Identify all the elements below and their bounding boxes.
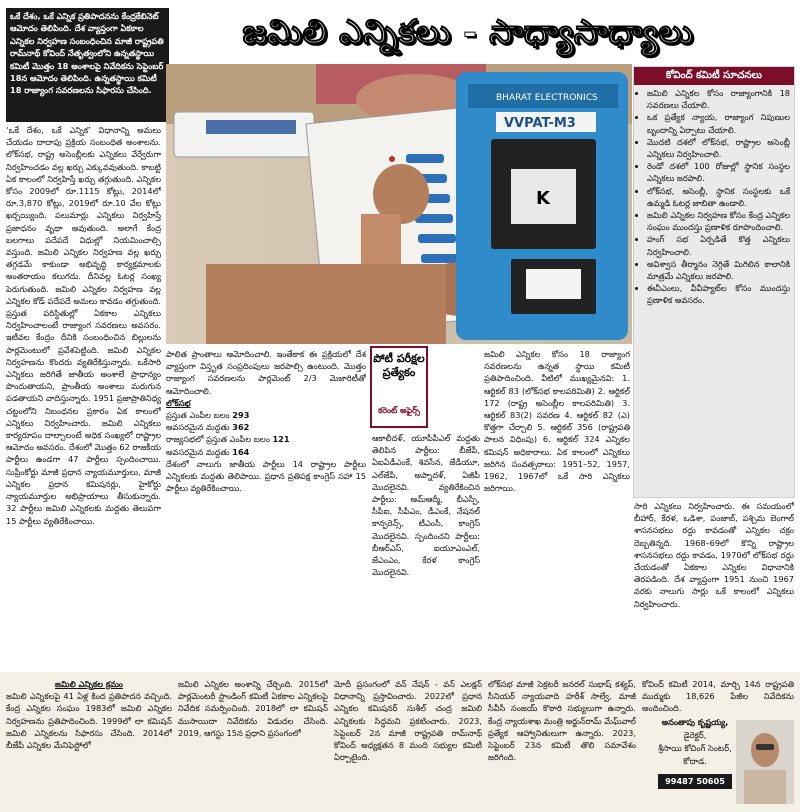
- timeline-column-2: [178, 678, 328, 806]
- timeline-column-3: [334, 678, 482, 806]
- list-item: • జమిలి ఎన్నికల నిర్వహణ కోసం కేంద్ర ఎన్నికల సంఘం ముందస్తు ప్రణాళిక రూపొందించాలి.: [647, 209, 790, 233]
- evm-photo: [166, 64, 632, 344]
- timeline-column-1: [6, 678, 172, 806]
- list-item: • అవిశ్వాస తీర్మానం నెగ్గితే మిగిలిన కాలానికి మాత్రమే ఎన్నికలు జరపాలి.: [647, 258, 790, 282]
- headline: జమిలి ఎన్నికలు - సాధ్యాసాధ్యాలు: [242, 12, 694, 51]
- article-column-2: [166, 348, 366, 668]
- stat-label: ప్రస్తుత ఎంపీల బలం: [166, 410, 230, 421]
- committee-recommendations-box: [633, 66, 795, 498]
- stat-value: 121: [272, 434, 290, 445]
- author-org: శ్రీసాయి కోచింగ్ సెంటర్,: [658, 743, 732, 753]
- timeline-text-4: లోక్‌సభ మాజీ సెక్రటరీ జనరల్ సుభాష్ కశ్యప్, సీనియర్ న్యాయవాది హరీశ్ సాల్వే, మాజీ సీవీసీ సంజయ్ కొఠారి సభ్యులుగా ఉన్నారు. కేంద్ర న్యాయశాఖ మంత్రి అర్జున్‌రామ్ మేఘ్‌వాల్ ప్రత్యేక ఆహ్వానితులుగా ఉన్నారు. 2023, సెప్టెంబర్ 23న కమిటీ తొలి సమావేశం జరిగింది.: [488, 679, 636, 763]
- list-item: • లోక్‌సభ, అసెంబ్లీ, స్థానిక సంస్థలకు ఒకే ఉమ్మడి ఓటర్ల జాబితా ఉండాలి.: [647, 185, 790, 209]
- vvpat-slip-letter: K: [536, 188, 550, 209]
- vvpat-model-label: VVPAT-M3: [504, 116, 576, 131]
- stat-row: [166, 446, 366, 458]
- stat-label: రాజ్యసభలో ప్రస్తుత ఎంపీల బలం: [166, 434, 270, 445]
- list-item: • జమిలి ఎన్నికల కోసం రాజ్యాంగానికి 18 సవరణలు చేయాలి.: [647, 87, 790, 111]
- stat-value: 164: [232, 446, 250, 457]
- article-column-5: [634, 500, 794, 668]
- article-body-col2b: దేశంలో నాలుగు జాతీయ పార్టీలు 14 రాష్ట్రాల పార్టీలు ఎన్నికలకు మద్దతు తెలిపాయి. ప్రధాన ప్రతిపక్ష కాంగ్రెస్ సహా 15 పార్టీలు వ్యతిరేకించాయి.: [166, 458, 366, 494]
- stat-value: 362: [232, 422, 250, 433]
- list-item: • ఒక ప్రత్యేక న్యాయ, రాజ్యాంగ నిపుణుల బృందాన్ని ఏర్పాటు చేయాలి.: [647, 111, 790, 135]
- timeline-text-2: జమిలి ఎన్నికల అంశాన్ని చేర్చింది. 2015లో పార్లమెంటరీ స్టాండింగ్ కమిటీ ఏకకాల ఎన్నికలపై నివేదిక సమర్పించింది. 2018లో లా కమిషన్ ముసాయిదా నివేదికను విడుదల చేసింది. 2019, ఆగస్టు 15న ప్రధాని ప్రసంగంలో: [178, 679, 328, 738]
- promo-subtitle: కరెంట్ అఫైర్స్: [378, 406, 420, 415]
- author-phone: 99487 50605: [658, 774, 732, 789]
- committee-recommendations-title: కోవింద్ కమిటీ సూచనలు: [634, 67, 794, 85]
- timeline-column-4: [488, 678, 636, 806]
- author-city: కోదాడ.: [683, 756, 707, 766]
- timeline-title: జమిలి ఎన్నికల క్రమం: [55, 679, 123, 689]
- timeline-text-5: కోవింద్ కమిటీ 2014, మార్చి 14న రాష్ట్రపతి ముర్ముకు 18,626 పేజీల నివేదికను అందించింది.: [642, 679, 794, 714]
- author-role: డైరెక్టర్,: [683, 730, 707, 740]
- article-body-col2: పాలిత ప్రాంతాలు ఆమోదించాలి. ఇంతేకాక ఈ ప్రక్రియలో దేశ వ్యాప్తంగా విస్తృత సంప్రదింపులు జరపాల్సి ఉంటుంది. మొత్తం రాజ్యాంగ సవరణలను పార్లమెంట్ 2/3 మెజారిటీతో ఆమోదించాలి.: [166, 349, 366, 396]
- stat-value: 293: [232, 410, 250, 421]
- list-item: • మొదటి దశలో లోక్‌సభ, రాష్ట్రాల అసెంబ్లీ ఎన్నికలు నిర్వహించాలి.: [647, 136, 790, 160]
- stats-heading: లోక్‌సభ: [166, 397, 191, 408]
- timeline-text-3: మోదీ ప్రసంగంలో వన్ నేషన్ - వన్ ఎలక్షన్ విధానాన్ని ప్రస్తావించారు. 2022లో ప్రధాన ఎన్నికల కమిషనర్ సుశీల్ చంద్ర జమిలి ఎన్నికలకు సిద్ధమని ప్రకటించారు. 2023, సెప్టెంబర్ 2న మాజీ రాష్ట్రపతి రామ్‌నాథ్ కోవింద్ అధ్యక్షతన 8 మంది సభ్యుల కమిటీ ఏర్పాటైంది.: [334, 679, 482, 763]
- stat-row: [166, 409, 366, 421]
- author-box: [658, 680, 798, 808]
- timeline-text-1: జమిలి ఎన్నికలపై 41 ఏళ్ల కింద ప్రతిపాదన వచ్చింది. కేంద్ర ఎన్నికల సంఘం 1983లో జమిలి ఎన్నికల నిర్వహణను ప్రతిపాదించింది. 1999లో లా కమిషన్ జమిలి ఎన్నికలను సిఫారసు చేసింది. 2014లో బీజేపీ ఎన్నికల మేనిఫెస్టోలో: [6, 691, 172, 751]
- list-item: • ఈవీఎంలు, వీవీప్యాట్‌ల కోసం ముందస్తు ప్రణాళిక అవసరం.: [647, 282, 790, 306]
- list-item: • హంగ్ సభ ఏర్పడితే కొత్త ఎన్నికలు నిర్వహించాలి.: [647, 233, 790, 257]
- author-name: అనంతాపు కృష్ణయ్య,: [661, 717, 729, 727]
- stat-label: అవసరమైన మద్దతు: [166, 422, 230, 433]
- promo-title: పోటీ పరీక్షల ప్రత్యేకం: [373, 352, 425, 379]
- lead-summary-box: [6, 8, 169, 122]
- lead-summary-text: ఒకే దేశం, ఒకే ఎన్నిక ప్రతిపాదనను కేంద్రకేబినెట్ ఆమోదం తెలిపింది. దేశ వ్యాప్తంగా ఏకకాల ఎన్నికల నిర్వహణ సంబంధించిన మాజీ రాష్ట్రపతి రామ్‌నాథ్ కోవింద్ నేతృత్వంలోని ఉన్నతస్థాయి కమిటీ మొత్తం 18 అంశాలపై నివేదికను సెప్టెంబర్ 18న ఆమోదం తెలిపింది. ఉన్నతస్థాయి కమిటీ 18 రాజ్యాంగ సవరణలను సిఫారసు చేసింది.: [10, 11, 164, 96]
- article-column-1: [6, 124, 161, 664]
- article-column-4: [484, 348, 630, 668]
- promo-stamp: [370, 346, 428, 428]
- evm-vvpat-illustration: [166, 64, 632, 344]
- committee-recommendations-list: [634, 87, 794, 307]
- stat-row: [166, 433, 366, 445]
- author-photo: [736, 720, 794, 804]
- article-body-col1: ‘ఒకే దేశం, ఒకే ఎన్నిక’ విధానాన్ని అమలు చేయడం దాదాపు ప్రక్రియ సంబంధిత అంశాలను. లోక్‌సభ, రాష్ట్ర అసెంబ్లీలకు ఎన్నికలు వేర్వేరుగా నిర్వహించడం వల్ల ఖర్చు ఎక్కువవుతుంది. కాబట్టి ఏక కాలంలో నిర్వహిస్తే ఖర్చు తగ్గుతుంది. ఎన్నికల కోసం 2009లో రూ.1115 కోట్లు, 2014లో రూ.3,870 కోట్లు, 2019లో రూ.10 వేల కోట్లు ఖర్చయ్యింది. పలుమార్లు ఎన్నికలు నిర్వహిస్తే ప్రజాధనం వృథా అవుతుంది. అలాగే కేంద్ర బలగాలు పదేపదే విధుల్లో నియమించాల్సి వస్తుంది. జమిలి ఎన్నికల నిర్వహణ వల్ల ఖర్చు తగ్గడమే కాకుండా అభివృద్ధి కార్యక్రమాలకు అంతరాయం కలుగదు. దీనివల్ల ఓటర్ల సంఖ్య పెరుగుతుంది. జమిలి ఎన్నికల నిర్వహణ వల్ల ఎన్నికల కోడ్ పదేపదే అమలు కావడం తగ్గుతుంది. ప్రస్తుత పరిస్థితుల్లో ఏకకాల ఎన్నికలు నిర్వహించాలంటే రాజ్యాంగ సవరణలు అవసరం. ఇటీవల కేంద్రం దీనికి సంబంధించిన బిల్లులను పార్లమెంటులో ప్రవేశపెట్టింది. జమిలి ఎన్నికల నిర్వహణను కొందరు వ్యతిరేకిస్తున్నారు. ఒకేసారి ఎన్నికలు జరిగితే జాతీయ అంశాలే ప్రాధాన్యం పొందుతాయని, ప్రాంతీయ అంశాలు మరుగున పడతాయని వాదిస్తున్నారు. 1951 ప్రజాప్రాతినిధ్య చట్టంలోని నిబంధనల ప్రకారం ఏక కాలంలో ఎన్నికలు నిర్వహించారు. జమిలి ఎన్నికలు కార్యరూపం దాల్చాలంటే అధిక సంఖ్యలో రాష్ట్రాల ఆమోదం అవసరం. దేశంలో మొత్తం 62 రాజకీయ పార్టీలు ఉండగా 47 పార్టీలు స్పందించాయి. సుప్రీంకోర్టు మాజీ ప్రధాన న్యాయమూర్తులు, మాజీ ఎన్నికల ప్రధాన కమిషనర్లు, హైకోర్టు న్యాయమూర్తుల అభిప్రాయాలు తీసుకున్నారు. 32 పార్టీలు జమిలి ఎన్నికలకు మద్దతు తెలుపగా 15 పార్టీలు వ్యతిరేకించాయి.: [6, 125, 161, 526]
- vvpat-brand-label: BHARAT ELECTRONICS: [496, 93, 598, 103]
- author-portrait-icon: [736, 720, 794, 804]
- stat-row: [166, 421, 366, 433]
- article-body-col4: జమిలి ఎన్నికల కోసం 18 రాజ్యాంగ సవరణలను ఉన్నత స్థాయి కమిటీ ప్రతిపాదించింది. వీటిలో ముఖ్యమైనవి: 1. ఆర్టికల్ 83 (లోక్‌సభ కాలపరిమితి) 2. ఆర్టికల్ 172 (రాష్ట్ర అసెంబ్లీల కాలపరిమితి) 3. ఆర్టికల్ 83(2) సవరణ 4. ఆర్టికల్ 82 (ఎ) కొత్తగా చేర్చాలి 5. ఆర్టికల్ 356 (రాష్ట్రపతి పాలన విధింపు) 6. ఆర్టికల్ 324 ఎన్నికల కమిషన్ అధికారాలు. ఏక కాలంలో ఎన్నికలు జరిగిన సంవత్సరాలు: 1951–52, 1957, 1962, 1967లో ఒకే సారి ఎన్నికలు జరిగాయి.: [484, 349, 630, 494]
- article-body-col5: సారి ఎన్నికలు నిర్వహించారు. ఈ సమయంలో బీహార్, కేరళ, ఒడిశా, పంజాబ్, పశ్చిమ బెంగాల్ శాసనసభలు రద్దు కావడంతో ఎన్నికల చక్రం దెబ్బతిన్నది. 1968–69లో కొన్ని రాష్ట్రాల శాసనసభలు రద్దు కావడం, 1970లో లోక్‌సభ రద్దు చేయడంతో ఏకకాల ఎన్నికల విధానానికి తెరపడింది. దేశ వ్యాప్తంగా 1951 నుంచి 1967 వరకు నాలుగు సార్లు ఒకే కాలంలో ఎన్నికలు నిర్వహించారు.: [634, 501, 794, 609]
- list-item: • రెండో దశలో 100 రోజుల్లో స్థానిక సంస్థల ఎన్నికలు జరపాలి.: [647, 160, 790, 184]
- article-body-col3: ఆకాలీదళ్, యూపీపీఎల్ మద్దతు తెలిపిన పార్టీలు: బీజేపీ, ఏఐఏడీఎంకే, శివసేన, జేడీయూ, ఎల్‌జేపీ, అప్నాదళ్, ఏజీపీ మొదలైనవి. వ్యతిరేకించిన పార్టీలు: ఆమ్‌ఆద్మీ, బీఎస్పీ, సీపీఐ, సీపీఎం, డీఎంకే, నేషనల్ కాన్ఫరెన్స్, టీఎంసీ, కాంగ్రెస్ మొదలైనవి. స్పందించని పార్టీలు: బీఆర్‌ఎస్, ఐయూఎంఎల్, జేఎంఎం, కేరళ కాంగ్రెస్ మొదలైనవి.: [372, 433, 480, 578]
- stat-label: అవసరమైన మద్దతు: [166, 446, 230, 457]
- article-column-3: [372, 432, 480, 668]
